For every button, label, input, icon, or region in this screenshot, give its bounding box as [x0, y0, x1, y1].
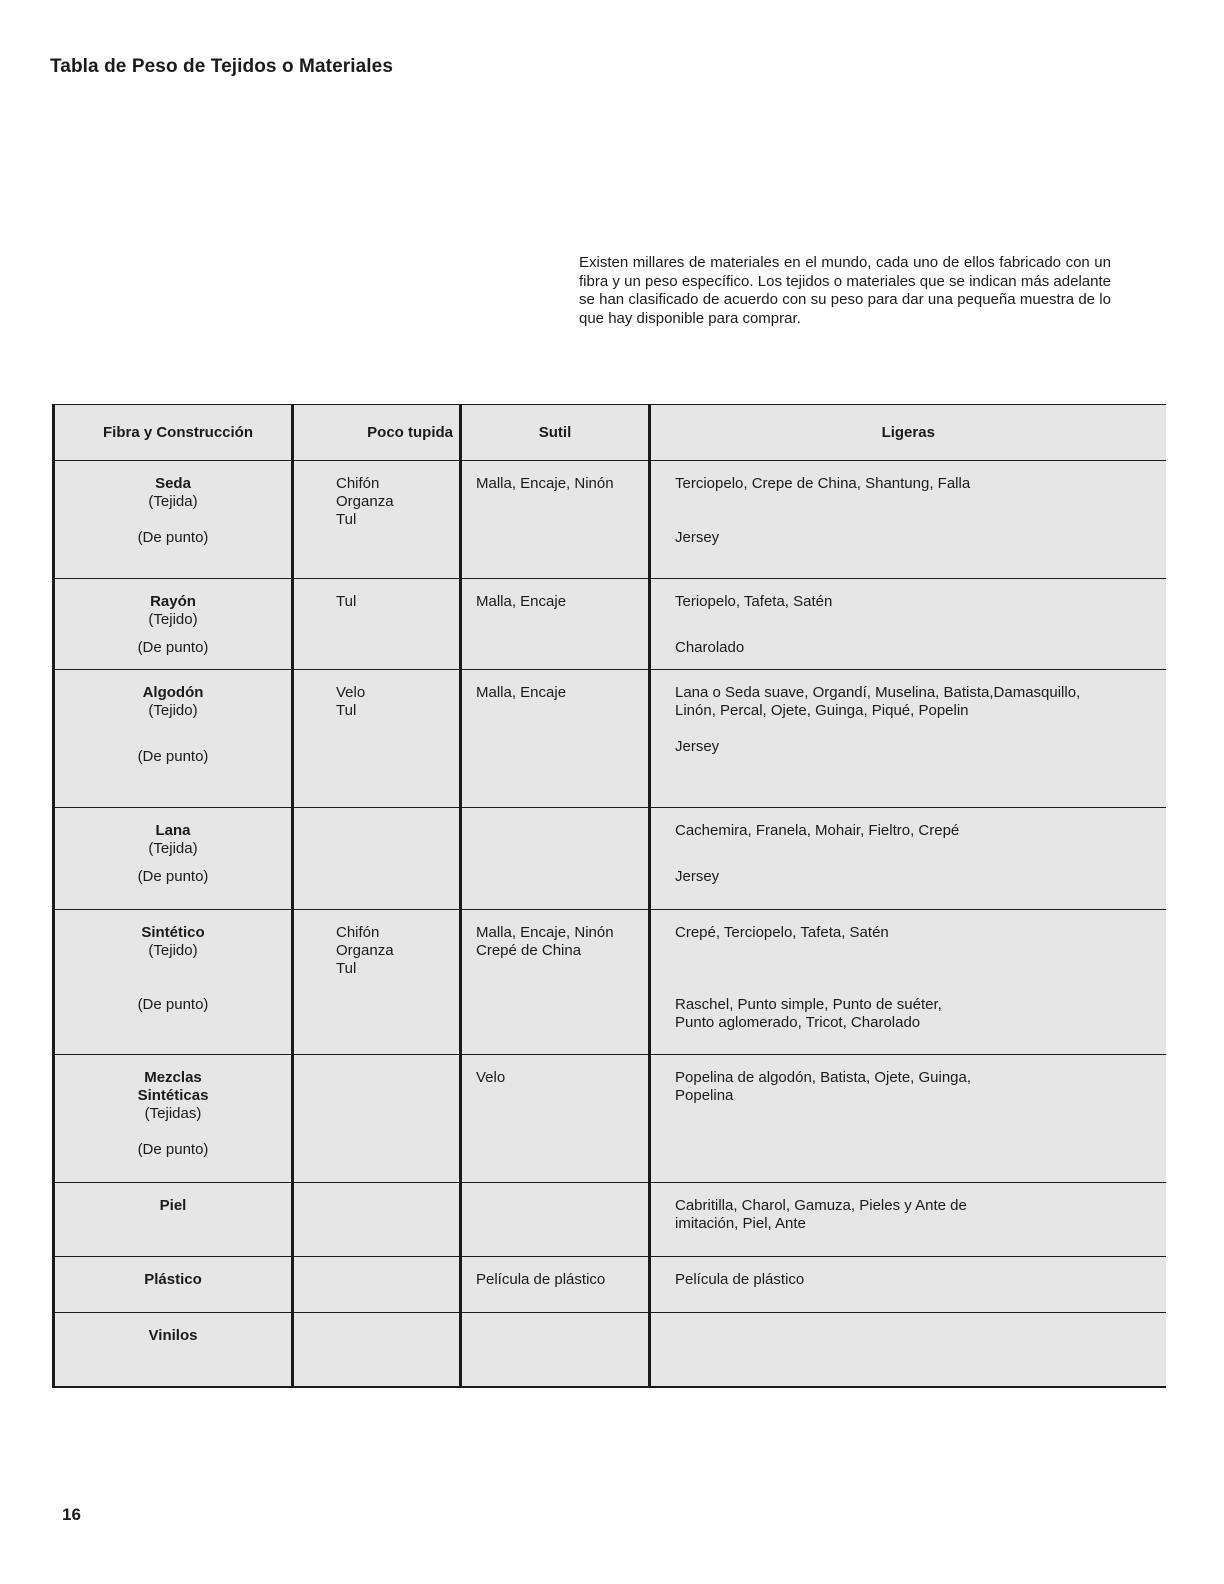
fiber-knit-label: (De punto) [137, 996, 209, 1013]
poco-tupida-cell [293, 910, 461, 1055]
list-item: Tul [336, 702, 357, 719]
header-sutil: Sutil [461, 405, 650, 461]
fiber-cell [54, 461, 293, 579]
page-title: Tabla de Peso de Tejidos o Materiales [50, 56, 393, 77]
list-item: Raschel, Punto simple, Punto de suéter, [675, 996, 942, 1013]
ligeras-cell [650, 1257, 1166, 1313]
fiber-knit-label: (De punto) [137, 639, 209, 656]
poco-tupida-cell [293, 808, 461, 910]
table-row [54, 1183, 1166, 1257]
poco-tupida-cell [293, 670, 461, 808]
table-row [54, 670, 1166, 808]
list-item: Malla, Encaje [476, 593, 567, 610]
list-item: Cabritilla, Charol, Gamuza, Pieles y Ante de [675, 1197, 967, 1214]
fiber-name: Rayón [150, 593, 196, 610]
list-item: Popelina de algodón, Batista, Ojete, Guinga, [675, 1069, 972, 1086]
fiber-knit-label: (De punto) [137, 868, 209, 885]
ligeras-cell [650, 461, 1166, 579]
sutil-cell [461, 808, 650, 910]
table-header-row [54, 405, 1166, 461]
list-item: Organza [336, 942, 394, 959]
fiber-cell [54, 910, 293, 1055]
table-row [54, 1055, 1166, 1183]
fiber-name: Seda [155, 475, 191, 492]
list-item: Crepé, Terciopelo, Tafeta, Satén [675, 924, 889, 941]
list-item: Malla, Encaje [476, 684, 567, 701]
list-item: Cachemira, Franela, Mohair, Fieltro, Crepé [675, 822, 960, 839]
list-item: Crepé de China [476, 942, 582, 959]
fiber-name: Plástico [144, 1271, 202, 1288]
sutil-cell [461, 1313, 650, 1387]
fiber-woven-label: (Tejida) [148, 493, 198, 510]
list-item: Velo [476, 1069, 506, 1086]
poco-tupida-cell [293, 1055, 461, 1183]
poco-tupida-cell [293, 461, 461, 579]
sutil-cell [461, 1183, 650, 1257]
fiber-cell [54, 1313, 293, 1387]
header-poco-tupida: Poco tupida [293, 405, 461, 461]
fiber-woven-label: (Tejido) [148, 611, 198, 628]
fiber-name: Mezclas [144, 1069, 202, 1086]
list-item: Teriopelo, Tafeta, Satén [675, 593, 833, 610]
ligeras-cell [650, 1313, 1166, 1387]
list-item: Linón, Percal, Ojete, Guinga, Piqué, Popelin [675, 702, 969, 719]
header-ligeras: Ligeras [650, 405, 1166, 461]
fiber-woven-label: (Tejida) [148, 840, 198, 857]
fiber-name: Vinilos [148, 1327, 198, 1344]
list-item: Tul [336, 511, 357, 528]
ligeras-cell [650, 808, 1166, 910]
list-item: Chifón [336, 924, 380, 941]
list-item: Lana o Seda suave, Organdí, Muselina, Batista,Damasquillo, [675, 684, 1081, 701]
fiber-cell [54, 808, 293, 910]
list-item: Malla, Encaje, Ninón [476, 924, 614, 941]
fiber-knit-label: (De punto) [137, 748, 209, 765]
table-row [54, 1313, 1166, 1387]
fiber-name: Lana [155, 822, 191, 839]
header-fibra: Fibra y Construcción [54, 405, 293, 461]
fiber-knit-label: (De punto) [137, 1141, 209, 1158]
sutil-cell [461, 910, 650, 1055]
list-item: Popelina [675, 1087, 734, 1104]
sutil-cell [461, 1055, 650, 1183]
fiber-woven-label: (Tejidas) [144, 1105, 202, 1122]
fiber-woven-label: (Tejido) [148, 702, 198, 719]
ligeras-cell [650, 579, 1166, 670]
list-item: Tul [336, 593, 357, 610]
list-item: Jersey [675, 738, 720, 755]
list-item: Tul [336, 960, 357, 977]
fiber-name: Piel [159, 1197, 187, 1214]
list-item: Punto aglomerado, Tricot, Charolado [675, 1014, 921, 1031]
table-row [54, 808, 1166, 910]
fiber-name: Sintético [141, 924, 205, 941]
ligeras-cell [650, 910, 1166, 1055]
list-item: Velo [336, 684, 366, 701]
list-item: Película de plástico [476, 1271, 606, 1288]
sutil-cell [461, 461, 650, 579]
fiber-name: Sintéticas [137, 1087, 209, 1104]
sutil-cell [461, 579, 650, 670]
poco-tupida-cell [293, 1183, 461, 1257]
poco-tupida-cell [293, 579, 461, 670]
fiber-cell [54, 1257, 293, 1313]
poco-tupida-cell [293, 1313, 461, 1387]
list-item: Chifón [336, 475, 380, 492]
list-item: Charolado [675, 639, 745, 656]
fabric-weight-table [52, 404, 1166, 1388]
list-item: Terciopelo, Crepe de China, Shantung, Falla [675, 475, 971, 492]
ligeras-cell [650, 1055, 1166, 1183]
fiber-cell [54, 670, 293, 808]
list-item: Jersey [675, 868, 720, 885]
table-row [54, 910, 1166, 1055]
table-row [54, 461, 1166, 579]
table-row [54, 1257, 1166, 1313]
fiber-name: Algodón [142, 684, 204, 701]
list-item: Jersey [675, 529, 720, 546]
intro-paragraph: Existen millares de materiales en el mundo, cada uno de ellos fabricado con un fibra y un peso específico. Los tejidos o materiales que se indican más adelante se han clasificado de acuerdo con su peso para dar una pequeña muestra de lo que hay disponible para comprar. [579, 254, 1111, 327]
ligeras-cell [650, 670, 1166, 808]
table-row [54, 579, 1166, 670]
sutil-cell [461, 670, 650, 808]
ligeras-cell [650, 1183, 1166, 1257]
list-item: Malla, Encaje, Ninón [476, 475, 614, 492]
page-number: 16 [62, 1505, 81, 1524]
fiber-woven-label: (Tejido) [148, 942, 198, 959]
fiber-cell [54, 579, 293, 670]
fiber-knit-label: (De punto) [137, 529, 209, 546]
fiber-cell [54, 1183, 293, 1257]
list-item: imitación, Piel, Ante [675, 1215, 806, 1232]
sutil-cell [461, 1257, 650, 1313]
fabric-weight-table-wrapper [52, 404, 1164, 1388]
list-item: Película de plástico [675, 1271, 805, 1288]
list-item: Organza [336, 493, 394, 510]
fiber-cell [54, 1055, 293, 1183]
poco-tupida-cell [293, 1257, 461, 1313]
